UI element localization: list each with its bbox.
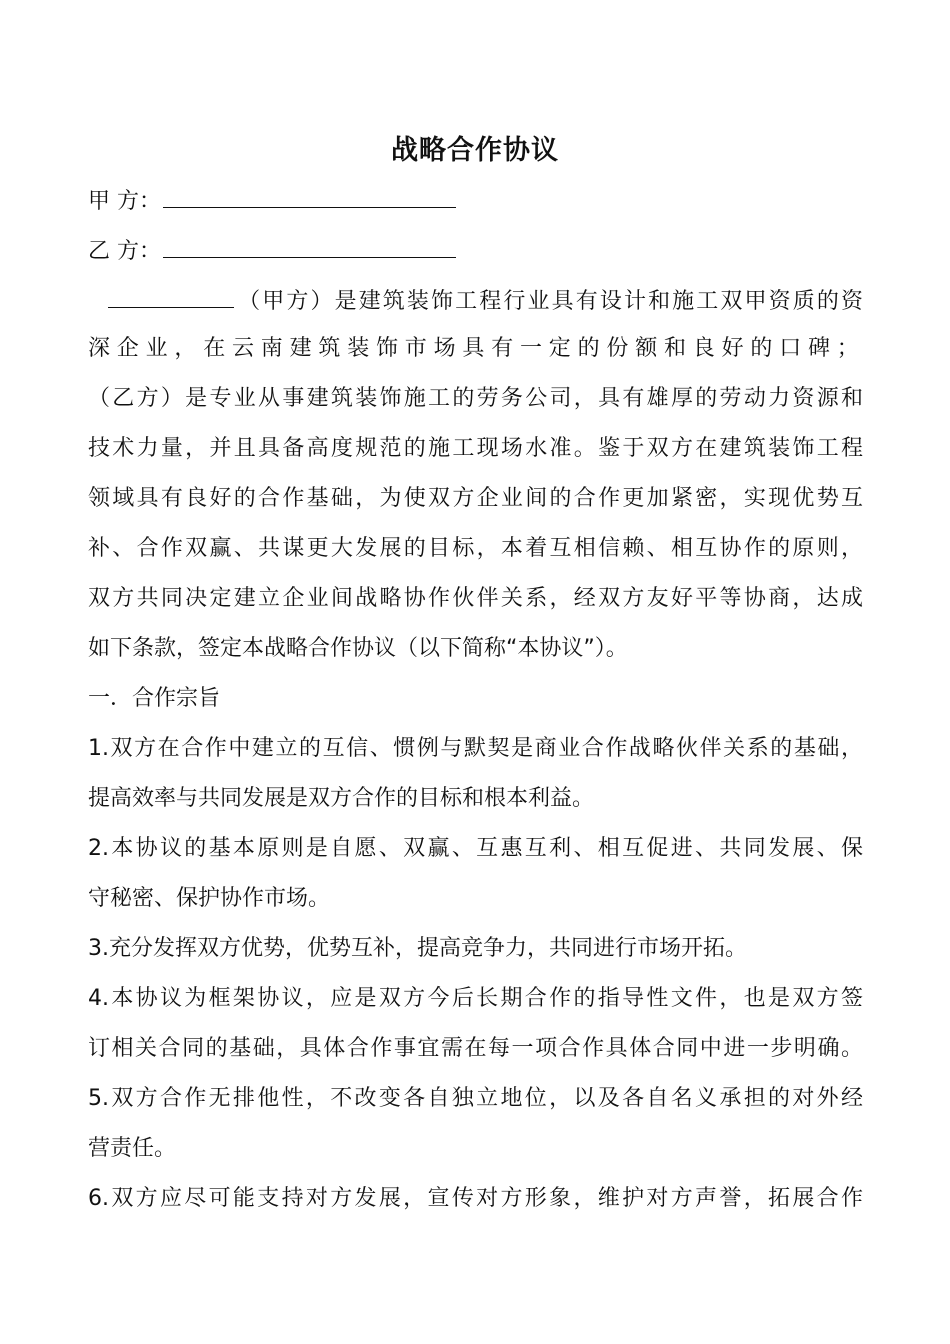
clause-line: 6.双方应尽可能支持对方发展，宣传对方形象，维护对方声誉，拓展合作 (88, 1186, 863, 1211)
intro-line: 双方共同决定建立企业间战略协作伙伴关系，经双方友好平等协商，达成 (88, 586, 863, 611)
clause-line: 2.本协议的基本原则是自愿、双赢、互惠互利、相互促进、共同发展、保 (88, 836, 863, 861)
intro-line: 如下条款，签定本战略合作协议（以下简称“本协议”）。 (88, 636, 628, 661)
party-a-label: 甲 方： (88, 189, 161, 214)
intro-line: 补、合作双赢、共谋更大发展的目标，本着互相信赖、相互协作的原则， (88, 536, 863, 561)
intro-line: （甲方）是建筑装饰工程行业具有设计和施工双甲资质的资 (88, 285, 863, 317)
party-a-line (88, 185, 456, 217)
intro-line: （乙方）是专业从事建筑装饰施工的劳务公司，具有雄厚的劳动力资源和 (88, 386, 863, 411)
section-heading: 一．合作宗旨 (88, 686, 221, 711)
clause-line: 守秘密、保护协作市场。 (88, 886, 331, 911)
party-b-line (88, 235, 456, 267)
clause-line: 5.双方合作无排他性，不改变各自独立地位，以及各自名义承担的对外经 (88, 1086, 863, 1111)
party-b-blank (163, 235, 456, 258)
clause-line: 4.本协议为框架协议，应是双方今后长期合作的指导性文件，也是双方签 (88, 986, 863, 1011)
party-a-blank (163, 185, 456, 208)
clause-line: 1.双方在合作中建立的互信、惯例与默契是商业合作战略伙伴关系的基础， (88, 736, 863, 761)
clause-line: 订相关合同的基础，具体合作事宜需在每一项合作具体合同中进一步明确。 (88, 1036, 863, 1061)
party-b-label: 乙 方： (88, 239, 161, 264)
clause-line: 提高效率与共同发展是双方合作的目标和根本利益。 (88, 786, 595, 811)
intro-line: 技术力量，并且具备高度规范的施工现场水准。鉴于双方在建筑装饰工程 (88, 436, 863, 461)
intro-line: 领域具有良好的合作基础，为使双方企业间的合作更加紧密，实现优势互 (88, 486, 863, 511)
clause-line: 3.充分发挥双方优势，优势互补，提高竞争力，共同进行市场开拓。 (88, 936, 747, 961)
document-title: 战略合作协议 (391, 135, 559, 166)
intro-line: 深企业，在云南建筑装饰市场具有一定的份额和良好的口碑； (88, 336, 863, 361)
clause-line: 营责任。 (88, 1136, 177, 1161)
party-a-inline-blank (108, 285, 234, 308)
